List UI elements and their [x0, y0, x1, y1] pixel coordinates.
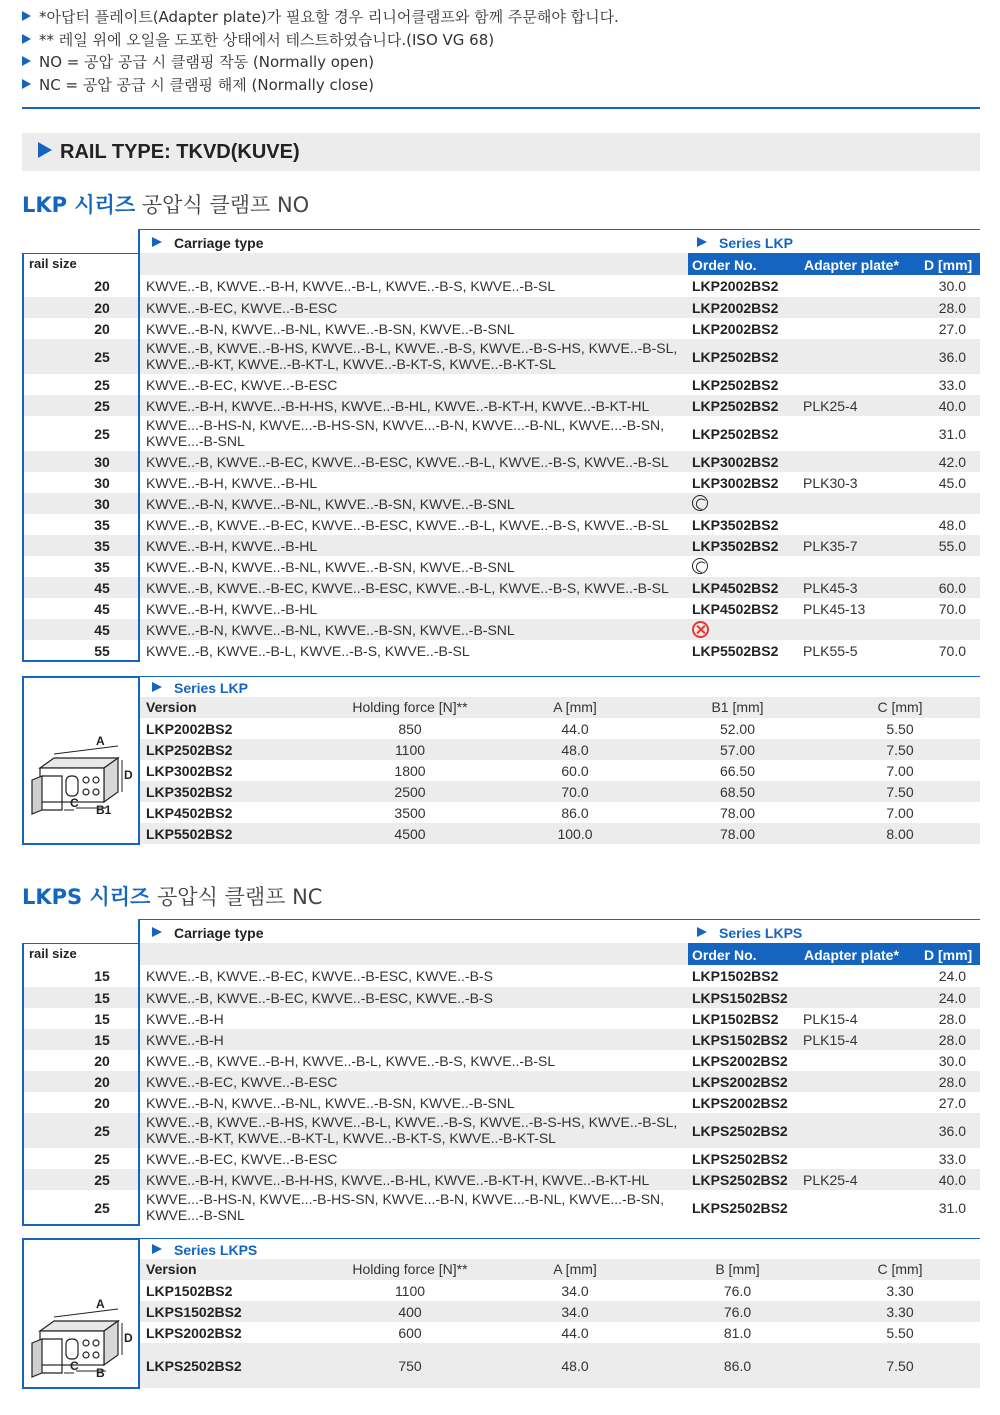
order-no-cell: LKP2502BS2	[692, 348, 779, 365]
spec-row	[140, 1304, 980, 1320]
d-mm-cell: 45.0	[938, 474, 966, 491]
order-no-cell: LKP5502BS2	[692, 642, 779, 659]
spec-cell: 600	[398, 1324, 422, 1341]
carriage-cell: KWVE..-B-H, KWVE..-B-H-HS, KWVE..-B-HL, KWVE..-B-KT-H, KWVE..-B-KT-HL	[146, 397, 650, 414]
spec-cell: 44.0	[561, 720, 589, 737]
triangle-bullet-icon	[22, 34, 31, 44]
carriage-cell: KWVE..-B, KWVE..-B-HS, KWVE..-B-L, KWVE..-B-S, KWVE..-B-S-HS, KWVE..-B-SL, KWVE..-B-KT, KWVE..-B-KT-L, KWVE..-B-KT-S, KWVE..-B-KT-SL	[146, 1114, 678, 1146]
diagram-bottom-rule	[22, 843, 140, 845]
spec-cell: 52.00	[719, 720, 756, 737]
note-nc: NC = 공압 공급 시 클램핑 해제 (Normally close)	[22, 74, 374, 95]
rail-size-cell: 20	[94, 1094, 110, 1111]
triangle-bullet-icon	[152, 237, 162, 247]
spec-cell: LKPS2002BS2	[146, 1324, 242, 1341]
rail-size-cell: 35	[94, 558, 110, 575]
spec-cell: 78.00	[719, 825, 756, 842]
order-no-cell: LKPS1502BS2	[692, 1031, 788, 1048]
order-no-cell: LKP1502BS2	[692, 1010, 779, 1027]
d-mm-cell: 30.0	[938, 278, 966, 294]
spec-cell: 68.50	[719, 783, 756, 800]
spec-row	[140, 805, 980, 821]
d-mm-cell: 33.0	[938, 376, 966, 393]
d-mm-cell: 36.0	[938, 348, 966, 365]
phone-contact-icon	[692, 558, 708, 574]
spec-header-cell: C [mm]	[877, 1261, 923, 1277]
rail-size-cell: 15	[94, 1010, 110, 1027]
order-no-cell: LKPS2002BS2	[692, 1094, 788, 1111]
carriage-cell: KWVE..-B-H	[146, 1031, 224, 1048]
spec-cell: 7.00	[886, 762, 914, 779]
table-row	[22, 451, 980, 472]
d-mm-cell: 28.0	[938, 1073, 966, 1090]
order-no-cell: LKP2502BS2	[692, 397, 779, 414]
rail-size-cell: 20	[94, 278, 110, 294]
spec-header-cell: A [mm]	[553, 699, 597, 715]
table-row	[22, 577, 980, 598]
spec-cell: 34.0	[561, 1282, 589, 1299]
diagram-label-a: A	[96, 734, 105, 748]
table-row	[22, 472, 980, 493]
rail-size-bottom-rule	[22, 1224, 140, 1226]
diagram-top-rule	[22, 676, 140, 678]
carriage-cell: KWVE..-B-H, KWVE..-B-HL	[146, 537, 318, 554]
carriage-cell: KWVE..-B-H	[146, 1010, 224, 1027]
spec-cell: 5.50	[886, 720, 914, 737]
spec-cell: LKP4502BS2	[146, 804, 233, 821]
rail-size-left-rule	[22, 253, 24, 661]
d-mm-label: D [mm]	[924, 947, 973, 963]
adapter-plate-cell: PLK15-4	[803, 1031, 858, 1048]
spec-cell: 100.0	[557, 825, 593, 842]
spec-cell: 78.00	[719, 804, 756, 821]
d-mm-cell: 36.0	[938, 1122, 966, 1139]
rail-size-cell: 25	[94, 397, 110, 414]
spec-series-header	[152, 680, 248, 696]
carriage-type-header	[152, 925, 263, 941]
spec-cell: LKP2002BS2	[146, 720, 233, 737]
rail-size-cell: 25	[94, 425, 110, 442]
spec-cell: 750	[398, 1357, 422, 1374]
adapter-plate-cell: PLK30-3	[803, 474, 858, 491]
spec-cell: 7.00	[886, 804, 914, 821]
rail-size-cell: 15	[94, 989, 110, 1006]
divider	[22, 107, 980, 109]
carriage-cell: KWVE..-B-N, KWVE..-B-NL, KWVE..-B-SN, KWVE..-B-SNL	[146, 495, 515, 512]
lkps-section-title: LKPS 시리즈 공압식 클램프 NC	[22, 885, 323, 909]
carriage-cell: KWVE..-B-EC, KWVE..-B-ESC	[146, 376, 338, 393]
table-row	[22, 318, 980, 339]
table-row	[22, 1148, 980, 1169]
carriage-cell: KWVE..-B, KWVE..-B-EC, KWVE..-B-ESC, KWVE..-B-S	[146, 989, 493, 1006]
rail-type-title: RAIL TYPE: TKVD(KUVE)	[60, 141, 300, 163]
adapter-plate-cell: PLK55-5	[803, 642, 858, 659]
carriage-cell: KWVE..-B-N, KWVE..-B-NL, KWVE..-B-SN, KWVE..-B-SNL	[146, 558, 515, 575]
adapter-plate-label: Adapter plate*	[804, 947, 899, 963]
spec-header-row	[140, 1261, 980, 1281]
carriage-cell: KWVE..-B, KWVE..-B-EC, KWVE..-B-ESC, KWVE..-B-L, KWVE..-B-S, KWVE..-B-SL	[146, 516, 669, 533]
spec-cell: 1100	[394, 1282, 426, 1299]
triangle-bullet-icon	[22, 11, 31, 21]
triangle-bullet-icon	[697, 927, 707, 937]
triangle-bullet-icon	[152, 682, 162, 692]
table-row	[22, 598, 980, 619]
spec-cell: 70.0	[561, 783, 589, 800]
spec-cell: 76.0	[723, 1303, 752, 1320]
series-header	[697, 235, 793, 251]
rail-size-label: rail size	[29, 946, 77, 961]
spec-cell: 4500	[394, 825, 426, 842]
carriage-type-label: Carriage type	[174, 925, 264, 941]
spec-cell: 7.50	[886, 783, 914, 800]
order-no-cell: LKPS2502BS2	[692, 1150, 788, 1167]
carriage-cell: KWVE..-B-EC, KWVE..-B-ESC	[146, 1150, 338, 1167]
d-mm-cell: 31.0	[938, 1199, 966, 1216]
table-row	[22, 965, 980, 987]
spec-header-cell: Version	[146, 699, 197, 715]
spec-cell: 66.50	[719, 762, 756, 779]
order-header-box	[688, 943, 980, 965]
table-row	[22, 619, 980, 640]
spec-cell: LKPS1502BS2	[146, 1303, 242, 1320]
carriage-cell: KWVE..-B, KWVE..-B-H, KWVE..-B-L, KWVE..-B-S, KWVE..-B-SL	[146, 1052, 556, 1069]
spec-header-cell: A [mm]	[553, 1261, 597, 1277]
spec-top-rule	[140, 676, 980, 677]
spec-left-rule	[138, 676, 140, 844]
diagram-label-c: C	[70, 796, 79, 810]
spec-cell: 86.0	[723, 1357, 752, 1374]
carriage-cell: KWVE..-B-EC, KWVE..-B-ESC	[146, 299, 338, 316]
spec-series-header	[152, 1242, 257, 1258]
table-top-rule	[140, 229, 980, 230]
carriage-cell: KWVE..-B-H, KWVE..-B-H-HS, KWVE..-B-HL, KWVE..-B-KT-H, KWVE..-B-KT-HL	[146, 1171, 650, 1188]
order-header-box	[688, 253, 980, 275]
triangle-bullet-icon	[22, 79, 31, 89]
order-no-cell: LKP2002BS2	[692, 278, 779, 294]
spec-cell: 48.0	[561, 741, 589, 758]
table-row	[22, 395, 980, 416]
rail-size-top-rule	[22, 253, 140, 254]
order-no-cell: LKPS2502BS2	[692, 1199, 788, 1216]
clamp-dimension-diagram	[28, 740, 138, 830]
order-no-cell: LKP1502BS2	[692, 968, 779, 984]
rail-size-cell: 20	[94, 320, 110, 337]
triangle-bullet-icon	[38, 142, 52, 158]
rail-size-cell: 20	[94, 299, 110, 316]
spec-top-rule	[140, 1238, 980, 1239]
not-available-icon	[692, 621, 709, 638]
order-no-cell: LKP3502BS2	[692, 516, 779, 533]
table-row	[22, 1092, 980, 1113]
rail-size-cell: 45	[94, 621, 110, 638]
diagram-top-rule	[22, 1238, 140, 1240]
order-no-cell: LKP3002BS2	[692, 474, 779, 491]
table-row	[22, 1169, 980, 1190]
clamp-dimension-diagram	[28, 1303, 138, 1393]
table-row	[22, 535, 980, 556]
spec-cell: 34.0	[561, 1303, 589, 1320]
table-row	[22, 1113, 980, 1148]
carriage-cell: KWVE..-B, KWVE..-B-EC, KWVE..-B-ESC, KWVE..-B-L, KWVE..-B-S, KWVE..-B-SL	[146, 579, 669, 596]
spec-header-cell: C [mm]	[877, 699, 923, 715]
rail-size-cell: 45	[94, 600, 110, 617]
rail-size-cell: 25	[94, 376, 110, 393]
diagram-label-d: D	[124, 1331, 133, 1345]
table-row	[22, 514, 980, 535]
header-shade	[140, 253, 688, 275]
adapter-plate-cell: PLK45-3	[803, 579, 858, 596]
order-no-cell: LKPS2502BS2	[692, 1171, 788, 1188]
spec-cell: 57.00	[719, 741, 756, 758]
spec-cell: 5.50	[886, 1324, 914, 1341]
triangle-bullet-icon	[152, 927, 162, 937]
carriage-cell: KWVE..-B, KWVE..-B-EC, KWVE..-B-ESC, KWVE..-B-S	[146, 968, 493, 984]
phone-contact-icon	[692, 495, 708, 511]
d-mm-cell: 27.0	[938, 1094, 966, 1111]
rail-size-cell: 30	[94, 453, 110, 470]
table-top-rule	[140, 919, 980, 920]
order-cell	[692, 558, 708, 574]
rail-size-cell: 25	[94, 1199, 110, 1216]
spec-cell: LKP2502BS2	[146, 741, 233, 758]
d-mm-cell: 24.0	[938, 968, 966, 984]
diagram-label-b: B1	[96, 803, 112, 817]
d-mm-label: D [mm]	[924, 257, 973, 273]
order-no-cell: LKPS2002BS2	[692, 1073, 788, 1090]
carriage-cell: KWVE..-B-N, KWVE..-B-NL, KWVE..-B-SN, KWVE..-B-SNL	[146, 621, 515, 638]
rail-size-top-rule	[22, 943, 140, 944]
spec-cell: 7.50	[886, 1357, 914, 1374]
d-mm-cell: 28.0	[938, 1010, 966, 1027]
spec-cell: 76.0	[723, 1282, 752, 1299]
table-row	[22, 297, 980, 318]
table-row	[22, 556, 980, 577]
carriage-type-header	[152, 235, 263, 251]
d-mm-cell: 60.0	[938, 579, 966, 596]
spec-row	[140, 742, 980, 758]
spec-cell: 1100	[394, 741, 426, 758]
series-label: Series LKPS	[719, 925, 803, 941]
carriage-cell: KWVE...-B-HS-N, KWVE...-B-HS-SN, KWVE...-B-N, KWVE...-B-NL, KWVE...-B-SN, KWVE...-B-SNL	[146, 1191, 665, 1223]
rail-size-cell: 30	[94, 495, 110, 512]
spec-cell: LKP5502BS2	[146, 825, 233, 842]
diagram-label-c: C	[70, 1359, 79, 1373]
adapter-plate-label: Adapter plate*	[804, 257, 899, 273]
diagram-label-a: A	[96, 1297, 105, 1311]
carriage-cell: KWVE..-B, KWVE..-B-HS, KWVE..-B-L, KWVE..-B-S, KWVE..-B-S-HS, KWVE..-B-SL, KWVE..-B-KT, KWVE..-B-KT-L, KWVE..-B-KT-S, KWVE..-B-KT-SL	[146, 340, 678, 372]
spec-header-cell: Version	[146, 1261, 197, 1277]
rail-size-right-rule	[138, 229, 140, 661]
d-mm-cell: 42.0	[938, 453, 966, 470]
series-label: Series LKP	[719, 235, 793, 251]
spec-row	[140, 763, 980, 779]
d-mm-cell: 28.0	[938, 1031, 966, 1048]
d-mm-cell: 30.0	[938, 1052, 966, 1069]
spec-row	[140, 721, 980, 737]
rail-size-bottom-rule	[22, 660, 140, 662]
carriage-cell: KWVE..-B, KWVE..-B-EC, KWVE..-B-ESC, KWVE..-B-L, KWVE..-B-S, KWVE..-B-SL	[146, 453, 669, 470]
spec-cell: 850	[398, 720, 422, 737]
note-no: NO = 공압 공급 시 클램핑 작동 (Normally open)	[22, 51, 374, 72]
spec-cell: 86.0	[561, 804, 589, 821]
note-adapter: *아답터 플레이트(Adapter plate)가 필요할 경우 리니어클램프와 함께 주문해야 합니다.	[22, 6, 619, 27]
spec-cell: 8.00	[886, 825, 914, 842]
spec-cell: LKPS2502BS2	[146, 1357, 242, 1374]
d-mm-cell: 70.0	[938, 642, 966, 659]
d-mm-cell: 28.0	[938, 299, 966, 316]
spec-cell: LKP1502BS2	[146, 1282, 233, 1299]
spec-cell: 1800	[394, 762, 426, 779]
triangle-bullet-icon	[697, 237, 707, 247]
order-no-cell: LKPS2002BS2	[692, 1052, 788, 1069]
table-row	[22, 493, 980, 514]
triangle-bullet-icon	[22, 56, 31, 66]
spec-cell: LKP3502BS2	[146, 783, 233, 800]
rail-size-cell: 35	[94, 516, 110, 533]
order-cell	[692, 495, 708, 511]
d-mm-cell: 24.0	[938, 989, 966, 1006]
order-no-label: Order No.	[692, 947, 757, 963]
carriage-cell: KWVE..-B-H, KWVE..-B-HL	[146, 600, 318, 617]
order-no-cell: LKPS2502BS2	[692, 1122, 788, 1139]
table-row	[22, 1029, 980, 1050]
table-row	[22, 339, 980, 374]
table-row	[22, 1071, 980, 1092]
carriage-cell: KWVE..-B-N, KWVE..-B-NL, KWVE..-B-SN, KWVE..-B-SNL	[146, 1094, 515, 1111]
table-row	[22, 374, 980, 395]
spec-cell: 60.0	[561, 762, 589, 779]
carriage-cell: KWVE...-B-HS-N, KWVE...-B-HS-SN, KWVE...-B-N, KWVE...-B-NL, KWVE...-B-SN, KWVE...-B-SNL	[146, 417, 665, 449]
table-row	[22, 416, 980, 451]
d-mm-cell: 48.0	[938, 516, 966, 533]
spec-cell: 3500	[394, 804, 426, 821]
spec-header-cell: B [mm]	[715, 1261, 760, 1277]
rail-size-cell: 25	[94, 348, 110, 365]
rail-size-right-rule	[138, 919, 140, 1225]
adapter-plate-cell: PLK45-13	[803, 600, 866, 617]
adapter-plate-cell: PLK25-4	[803, 397, 858, 414]
spec-left-rule	[138, 1238, 140, 1388]
carriage-cell: KWVE..-B, KWVE..-B-L, KWVE..-B-S, KWVE..-B-SL	[146, 642, 470, 659]
carriage-cell: KWVE..-B-H, KWVE..-B-HL	[146, 474, 318, 491]
table-row	[22, 1190, 980, 1225]
spec-cell: 7.50	[886, 741, 914, 758]
spec-row	[140, 1358, 980, 1374]
header-shade	[140, 943, 688, 965]
d-mm-cell: 40.0	[938, 1171, 966, 1188]
spec-row	[140, 826, 980, 842]
table-row	[22, 987, 980, 1008]
spec-row	[140, 784, 980, 800]
rail-size-cell: 55	[94, 642, 110, 659]
spec-cell: 3.30	[886, 1303, 914, 1320]
order-no-cell: LKPS1502BS2	[692, 989, 788, 1006]
rail-size-cell: 45	[94, 579, 110, 596]
table-row	[22, 1008, 980, 1029]
order-no-cell: LKP3502BS2	[692, 537, 779, 554]
triangle-bullet-icon	[152, 1244, 162, 1254]
rail-type-band	[22, 133, 980, 171]
rail-size-cell: 25	[94, 1171, 110, 1188]
order-no-label: Order No.	[692, 257, 757, 273]
rail-size-cell: 35	[94, 537, 110, 554]
d-mm-cell: 40.0	[938, 397, 966, 414]
carriage-cell: KWVE..-B-N, KWVE..-B-NL, KWVE..-B-SN, KWVE..-B-SNL	[146, 320, 515, 337]
rail-size-cell: 15	[94, 968, 110, 984]
rail-size-cell: 25	[94, 1150, 110, 1167]
adapter-plate-cell: PLK35-7	[803, 537, 858, 554]
spec-cell: 44.0	[561, 1324, 589, 1341]
order-cell	[692, 621, 709, 638]
diagram-left-rule	[22, 1238, 24, 1388]
spec-series-label: Series LKPS	[174, 1242, 258, 1258]
rail-size-cell: 25	[94, 1122, 110, 1139]
carriage-type-label: Carriage type	[174, 235, 264, 251]
spec-cell: 400	[398, 1303, 422, 1320]
spec-header-cell: Holding force [N]**	[352, 1261, 468, 1277]
diagram-label-b: B	[96, 1366, 105, 1380]
rail-size-cell: 30	[94, 474, 110, 491]
d-mm-cell: 27.0	[938, 320, 966, 337]
spec-header-cell: B1 [mm]	[711, 699, 764, 715]
spec-cell: 2500	[394, 783, 426, 800]
spec-row	[140, 1325, 980, 1341]
order-no-cell: LKP4502BS2	[692, 579, 779, 596]
table-row	[22, 1050, 980, 1071]
spec-cell: 3.30	[886, 1282, 914, 1299]
spec-cell: 81.0	[723, 1324, 752, 1341]
order-no-cell: LKP4502BS2	[692, 600, 779, 617]
rail-size-cell: 15	[94, 1031, 110, 1048]
diagram-left-rule	[22, 676, 24, 844]
rail-size-cell: 20	[94, 1052, 110, 1069]
d-mm-cell: 33.0	[938, 1150, 966, 1167]
d-mm-cell: 31.0	[938, 425, 966, 442]
lkp-section-title: LKP 시리즈 공압식 클램프 NO	[22, 193, 310, 217]
carriage-cell: KWVE..-B, KWVE..-B-H, KWVE..-B-L, KWVE..-B-S, KWVE..-B-SL	[146, 278, 556, 294]
spec-series-label: Series LKP	[174, 680, 248, 696]
table-row	[22, 275, 980, 297]
order-no-cell: LKP2002BS2	[692, 320, 779, 337]
order-no-cell: LKP2002BS2	[692, 299, 779, 316]
rail-size-cell: 20	[94, 1073, 110, 1090]
order-no-cell: LKP2502BS2	[692, 425, 779, 442]
d-mm-cell: 55.0	[938, 537, 966, 554]
carriage-cell: KWVE..-B-EC, KWVE..-B-ESC	[146, 1073, 338, 1090]
d-mm-cell: 70.0	[938, 600, 966, 617]
spec-cell: 48.0	[561, 1357, 589, 1374]
adapter-plate-cell: PLK15-4	[803, 1010, 858, 1027]
table-row	[22, 640, 980, 661]
series-header	[697, 925, 802, 941]
spec-row	[140, 1283, 980, 1299]
rail-size-label: rail size	[29, 256, 77, 271]
note-oil: ** 레일 위에 오일을 도포한 상태에서 테스트하였습니다.(ISO VG 68)	[22, 29, 494, 50]
spec-header-row	[140, 699, 980, 719]
diagram-label-d: D	[124, 768, 133, 782]
adapter-plate-cell: PLK25-4	[803, 1171, 858, 1188]
order-no-cell: LKP3002BS2	[692, 453, 779, 470]
spec-cell: LKP3002BS2	[146, 762, 233, 779]
order-no-cell: LKP2502BS2	[692, 376, 779, 393]
rail-size-left-rule	[22, 943, 24, 1225]
spec-header-cell: Holding force [N]**	[352, 699, 468, 715]
